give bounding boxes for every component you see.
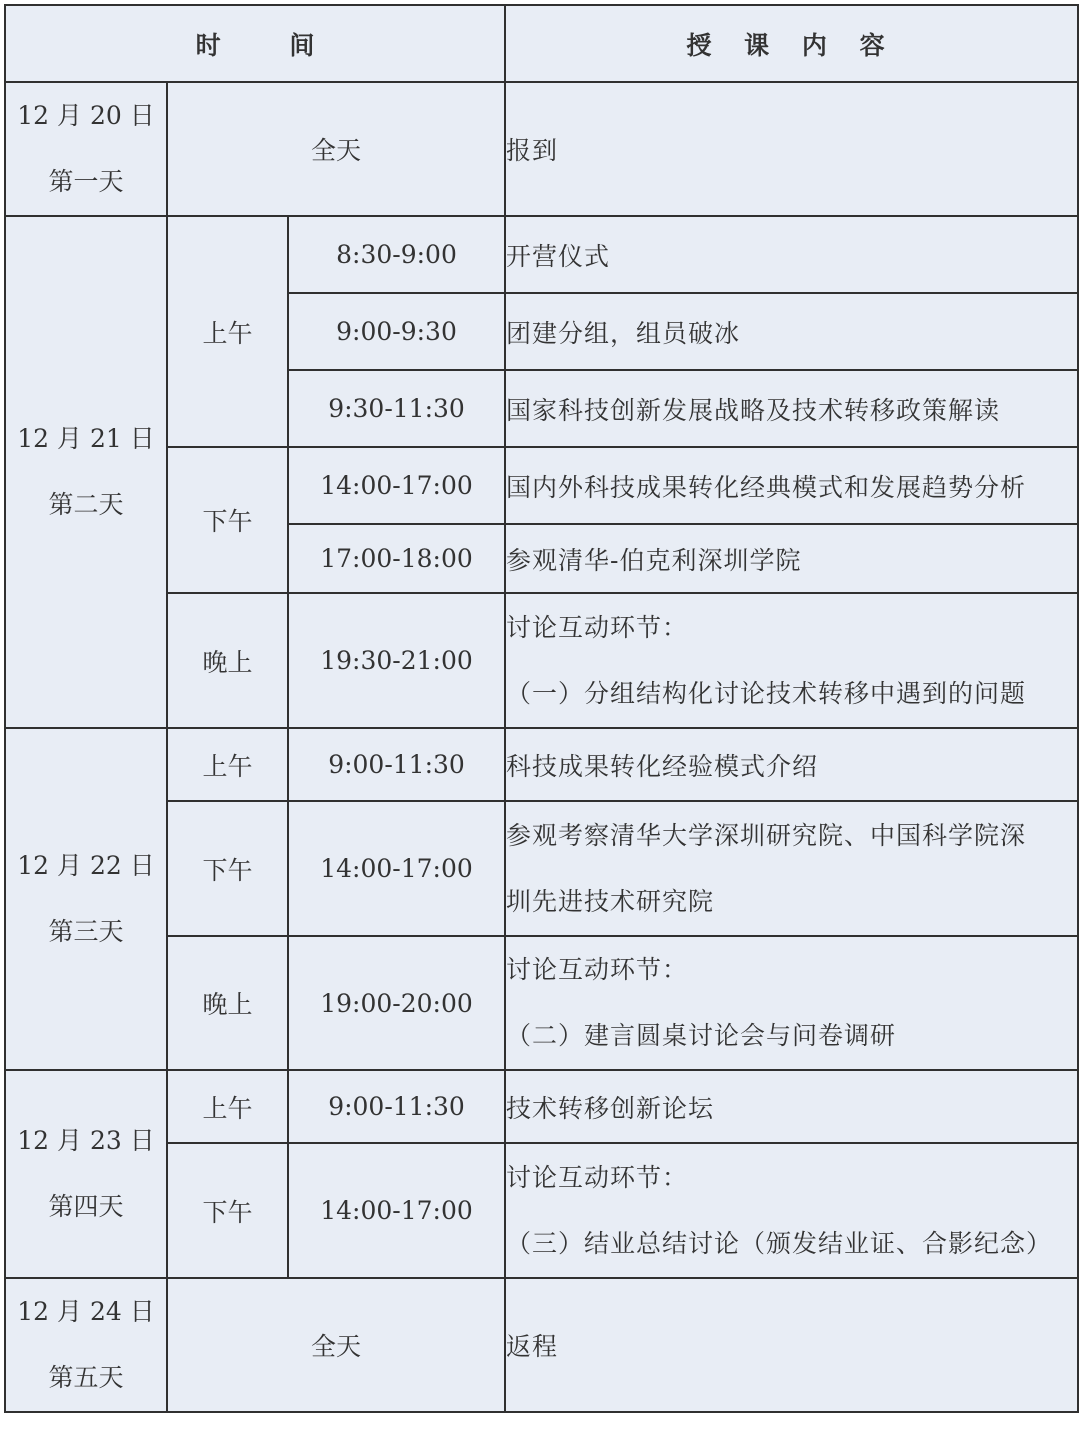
content-cell: 参观清华-伯克利深圳学院 — [505, 524, 1078, 593]
content-cell: 国内外科技成果转化经典模式和发展趋势分析 — [505, 447, 1078, 524]
time-cell: 8:30-9:00 — [288, 216, 505, 293]
period-cell: 上午 — [167, 216, 288, 447]
time-cell: 14:00-17:00 — [288, 447, 505, 524]
period-cell: 晚上 — [167, 936, 288, 1070]
period-cell: 晚上 — [167, 593, 288, 728]
table-row — [5, 1070, 1078, 1143]
content-cell: 讨论互动环节： （三）结业总结讨论（颁发结业证、合影纪念） — [505, 1143, 1078, 1278]
content-cell: 国家科技创新发展战略及技术转移政策解读 — [505, 370, 1078, 447]
period-cell: 下午 — [167, 447, 288, 593]
date-cell — [5, 1278, 167, 1412]
time-cell: 9:00-11:30 — [288, 728, 505, 801]
content-cell: 返程 — [505, 1278, 1078, 1412]
content-cell: 讨论互动环节： （二）建言圆桌讨论会与问卷调研 — [505, 936, 1078, 1070]
allday-cell: 全天 — [167, 1278, 505, 1412]
time-cell: 14:00-17:00 — [288, 801, 505, 936]
day-label: 第一天 — [48, 167, 124, 196]
day-label: 第五天 — [48, 1363, 124, 1392]
time-cell: 17:00-18:00 — [288, 524, 505, 593]
table-row — [5, 216, 1078, 293]
date-cell — [5, 1070, 167, 1278]
content-cell: 讨论互动环节： （一）分组结构化讨论技术转移中遇到的问题 — [505, 593, 1078, 728]
date-label: 12 月 22 日 — [17, 851, 155, 880]
date-label: 12 月 20 日 — [17, 101, 155, 130]
content-cell: 开营仪式 — [505, 216, 1078, 293]
content-cell: 技术转移创新论坛 — [505, 1070, 1078, 1143]
date-cell — [5, 728, 167, 1070]
period-cell: 下午 — [167, 1143, 288, 1278]
content-cell: 参观考察清华大学深圳研究院、中国科学院深 圳先进技术研究院 — [505, 801, 1078, 936]
time-cell: 14:00-17:00 — [288, 1143, 505, 1278]
date-label: 12 月 23 日 — [17, 1126, 155, 1155]
period-cell: 下午 — [167, 801, 288, 936]
time-cell: 19:30-21:00 — [288, 593, 505, 728]
date-cell — [5, 216, 167, 728]
time-cell: 9:00-9:30 — [288, 293, 505, 370]
allday-cell: 全天 — [167, 82, 505, 216]
schedule-table — [4, 4, 1079, 1413]
time-cell: 19:00-20:00 — [288, 936, 505, 1070]
day-label: 第二天 — [48, 490, 124, 519]
period-cell: 上午 — [167, 1070, 288, 1143]
content-cell: 团建分组，组员破冰 — [505, 293, 1078, 370]
header-time: 时 间 — [5, 5, 505, 82]
date-cell — [5, 82, 167, 216]
header-content: 授 课 内 容 — [505, 5, 1078, 82]
time-cell: 9:30-11:30 — [288, 370, 505, 447]
content-cell: 科技成果转化经验模式介绍 — [505, 728, 1078, 801]
date-label: 12 月 21 日 — [17, 424, 155, 453]
table-row — [5, 82, 1078, 216]
date-label: 12 月 24 日 — [17, 1297, 155, 1326]
period-cell: 上午 — [167, 728, 288, 801]
table-row — [5, 1278, 1078, 1412]
day-label: 第三天 — [48, 917, 124, 946]
table-header-row — [5, 5, 1078, 82]
content-cell: 报到 — [505, 82, 1078, 216]
day-label: 第四天 — [48, 1192, 124, 1221]
time-cell: 9:00-11:30 — [288, 1070, 505, 1143]
table-row — [5, 728, 1078, 801]
